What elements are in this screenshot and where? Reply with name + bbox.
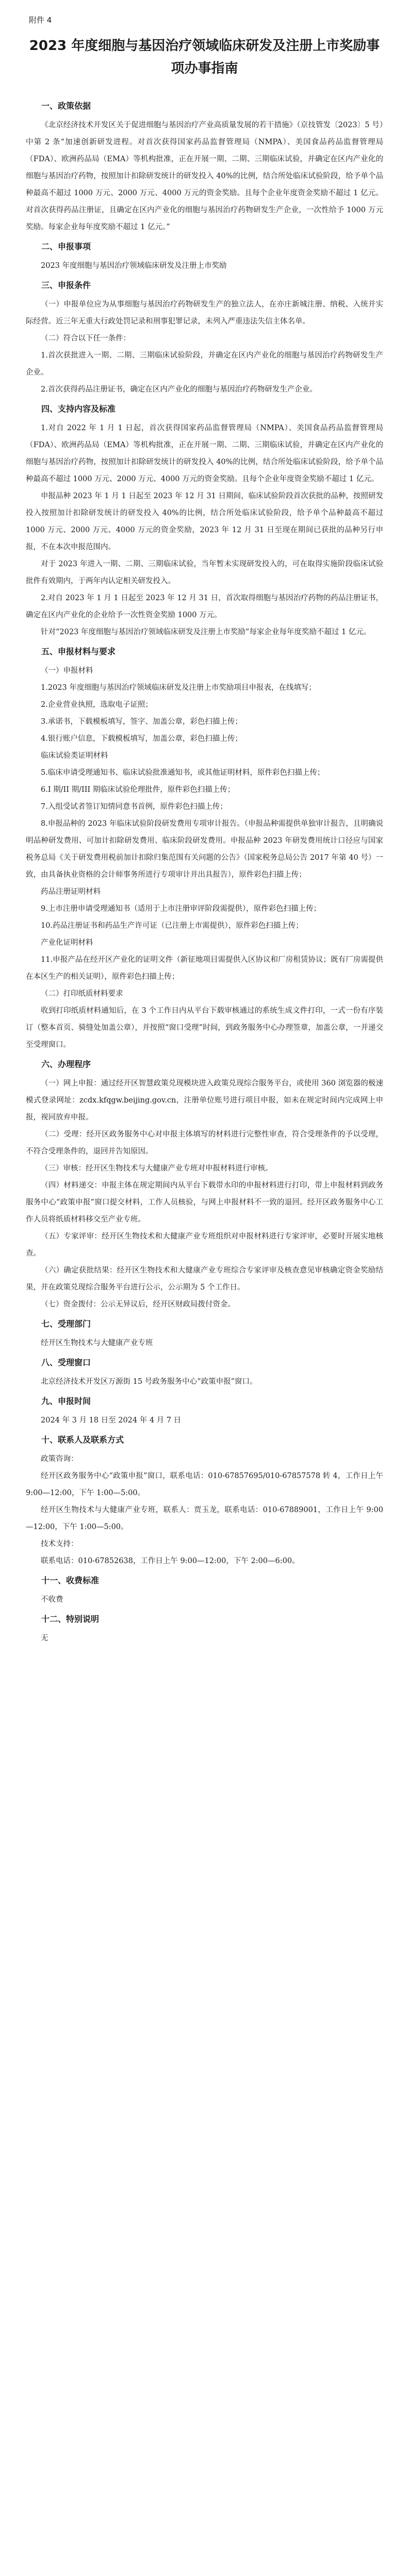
section-paragraph: （四）材料递交：申报主体在规定期间内从平台下载带水印的申报材料进行打印，带上申报材料到政务服务中心“政策申报”窗口提交材料，工作人员核验，与网上申报材料不一致的退回。经开区政务服务中心工作人员将纸质材料移交至产业专班。 [26,1181,383,1224]
section-11 [26,1573,383,1608]
section-paragraph: 7.入组受试者签订知情同意书首例，原件彩色扫描上传； [41,803,227,811]
section-heading: 六、办理程序 [41,1059,91,1069]
section-paragraph: 4.银行账户信息，下载模板填写，加盖公章，彩色扫描上传； [41,735,242,743]
section-paragraph: 2023 年度细胞与基因治疗领域临床研发及注册上市奖励 [41,262,227,270]
section-paragraph: 技术支持： [41,1540,78,1548]
section-paragraph: （五）专家评审：经开区生物技术和大健康产业专班组织对申报材料进行专家评审，必要时开展实地核查。 [26,1232,383,1258]
section-paragraph: （二）受理：经开区政务服务中心对申报主体填写的材料进行完整性审查，符合受理条件的予以受理，不符合受理条件的，退回并告知原因。 [26,1130,383,1156]
section-paragraph: 政策咨询： [41,1455,78,1463]
section-2 [26,239,383,275]
section-heading: 九、申报时间 [41,1396,91,1406]
section-heading: 十、联系人及联系方式 [41,1435,124,1445]
section-paragraph: 5.临床申请受理通知书、临床试验批准通知书，或其他证明材料，原件彩色扫描上传； [41,769,325,777]
section-paragraph: （一）申报材料 [41,667,93,675]
section-10 [26,1432,383,1570]
section-paragraph: （三）审核：经开区生物技术与大健康产业专班对申报材料进行审核。 [41,1164,273,1173]
section-paragraph: 经开区生物技术与大健康产业专班 [41,1339,153,1347]
section-paragraph: （二）打印纸质材料要求 [41,990,123,998]
section-12 [26,1612,383,1647]
section-paragraph: 1.2023 年度细胞与基因治疗领域临床研发及注册上市奖励项目申报表，在线填写； [41,684,316,692]
section-paragraph: （六）确定获批结果：经开区生物技术和大健康产业专班综合专家评审及核查意见审核确定资金奖励结果，并在政策兑现综合服务平台进行公示，公示期为 5 个工作日。 [26,1266,383,1292]
section-paragraph: 10.药品注册证书和药品生产许可证（已注册上市需提供），原件彩色扫描上传； [41,922,303,930]
section-paragraph: 产业化证明材料 [41,939,93,947]
section-paragraph: 6.I 期/II 期/III 期临床试验伦理批件，原件彩色扫描上传； [41,786,235,794]
section-3 [26,278,383,398]
section-paragraph: 3.承诺书，下载模板填写，签字、加盖公章，彩色扫描上传； [41,718,242,726]
section-heading: 四、支持内容及标准 [41,404,116,414]
section-paragraph: 2.首次获得药品注册证书，确定在区内产业化的细胞与基因治疗药物研发生产企业。 [41,385,317,394]
section-paragraph: 联系电话：010-67852638，工作日上午 9:00—12:00，下午 2:00—6:00。 [41,1557,300,1565]
section-8 [26,1355,383,1391]
section-1 [26,98,383,236]
section-heading: 十二、特别说明 [41,1614,100,1624]
section-paragraph: （七）资金拨付：公示无异议后，经开区财政局拨付资金。 [41,1300,235,1309]
section-paragraph: 申报品种 2023 年 1 月 1 日起至 2023 年 12 月 31 日期间，临床试验阶段首次获批的品种，按照研发投入按照加计扣除研发统计的研发投入 40%的比例，结合所处临床试验阶段，给予单个品种最高不超过 1000 万元、2000 万元、4000 万元的资金奖励，2023 年 12 月 31 日至现在期间已获批的品种另行申报，不在本次申报范围内。 [26,492,383,551]
section-heading: 十一、收费标准 [41,1575,100,1585]
section-paragraph: 无 [41,1634,48,1642]
section-paragraph: 经开区生物技术与大健康产业专班，联系人：贾玉龙，联系电话：010-67889001，工作日上午 9:00—12:00，下午 1:00—5:00。 [26,1506,383,1531]
section-heading: 一、政策依据 [41,101,91,111]
section-paragraph: 收到打印纸质材料通知后，在 3 个工作日内从平台下载审核通过的系统生成文件打印，一式一份有序装订（整本首页、骑缝处加盖公章），并按照“窗口受理”时间，到政务服务中心办理签章，加盖公章，一并递交至受理窗口。 [26,1007,383,1049]
section-paragraph: 8.申报品种的 2023 年临床试验阶段研发费用专项审计报告。（申报品种需提供单独审计报告，且明确说明品种研发费用、可加计扣除研发费用、临床阶段研发费用。申报品种 2023 年研发费用统计口径应与国家税务总局《关于研发费用税前加计扣除归集范围有关问题的公告》（国家税务总局公告 2017 年第 40 号）一致，由具备执业资格的会计师事务所进行专项审计并出具报告），原件彩色扫描上传； [26,820,383,879]
section-paragraph: 药品注册证明材料 [41,888,101,896]
section-4 [26,401,383,641]
section-heading: 三、申报条件 [41,280,91,290]
section-paragraph: 经开区政务服务中心“政策申报”窗口，联系电话：010-67857695/010-67857578 转 4，工作日上午 9:00—12:00，下午 1:00—5:00。 [26,1472,383,1497]
section-paragraph: 北京经济技术开发区万源街 15 号政务服务中心“政策申报”窗口。 [41,1378,257,1386]
document-title: 2023 年度细胞与基因治疗领域临床研发及注册上市奖励事项办事指南 [29,38,380,76]
section-7 [26,1316,383,1352]
section-paragraph: 不收费 [41,1596,63,1604]
section-paragraph: 1.对自 2022 年 1 月 1 日起，首次获得国家药品监督管理局（NMPA）、美国食品药品监督管理局（FDA）、欧洲药品局（EMA）等机构批准，正在开展一期、二期、三期临床试验，并确定在区内产业化的细胞与基因治疗药物，按照加计扣除研发统计的研发投入 40%的比例，结合所处临床试验阶段，给予单个品种最高不超过 1000 万元、2000 万元、4000 万元的资金奖励。且每个企业年度资金奖励不超过 1 亿元。 [26,424,383,483]
section-paragraph: 针对“2023 年度细胞与基因治疗领域临床研发及注册上市奖励”每家企业每年度奖励不超过 1 亿元。 [41,628,371,636]
section-5 [26,644,383,1054]
section-paragraph: 1.首次获批进入一期、二期、三期临床试验阶段，并确定在区内产业化的细胞与基因治疗药物研发生产企业。 [26,351,383,377]
section-paragraph: 临床试验类证明材料 [41,752,108,760]
section-paragraph: （一）网上申报：通过经开区智慧政策兑现模块进入政策兑现综合服务平台，或使用 360 浏览器的极速模式登录网址：zcdx.kfqgw.beijing.gov.cn，注册单位账号进行项目申报，如未在规定时间内完成网上申报，视同放弃申报。 [26,1079,383,1122]
section-paragraph: 11.申报产品在经开区产业化的证明文件（新征地项目需提供入区协议和厂房租赁协议；既有厂房需提供在本区生产的相关证明），原件彩色扫描上传； [26,956,383,981]
section-paragraph: （一）申报单位应为从事细胞与基因治疗药物研发生产的独立法人，在亦庄新城注册、纳税、入统并实际经营。近三年无重大行政处罚记录和刑事犯罪记录，未列入严重违法失信主体名单。 [26,300,383,326]
section-6 [26,1057,383,1313]
section-heading: 七、受理部门 [41,1319,91,1329]
section-heading: 二、申报事项 [41,242,91,251]
section-paragraph: （二）符合以下任一条件： [41,334,130,343]
document-body [26,98,383,1647]
section-paragraph: 对于 2023 年进入一期、二期、三期临床试验，当年暂未实现研发投入的，可在取得实施阶段临床试验批件有效期内，于两年内认定相关研发投入。 [26,560,383,585]
section-paragraph: 9.上市注册申请受理通知书（适用于上市注册审评阶段需提供），原件彩色扫描上传； [41,905,321,913]
section-paragraph: 2024 年 3 月 18 日至 2024 年 4 月 7 日 [41,1416,182,1425]
section-9 [26,1394,383,1429]
section-heading: 五、申报材料与要求 [41,647,116,656]
annex-label: 附件 4 [29,15,52,25]
section-paragraph: 2.企业营业执照，选取电子证照； [41,701,153,709]
section-paragraph: 《北京经济技术开发区关于促进细胞与基因治疗产业高质量发展的若干措施》（京技管发〔2023〕5 号）中第 2 条“加速创新研发进程。对首次获得国家药品监督管理局（NMPA）、美国食品药品监督管理局（FDA）、欧洲药品局（EMA）等机构批准，正在开展一期、二期、三期临床试验，并确定在区内产业化的细胞与基因治疗药物，按照加计扣除研发统计的研发投入 40%的比例，结合所处临床试验阶段，给予单个品种最高不超过 1000 万元、2000 万元、4000 万元的资金奖励。且每个企业年度资金奖励不超过 1 亿元。对首次获得药品注册证，且确定在区内产业化的细胞与基因治疗药物研发生产企业，一次性给予 1000 万元奖励。每家企业每年度奖励不超过 1 亿元。” [26,121,383,231]
section-paragraph: 2.对自 2023 年 1 月 1 日起至 2023 年 12 月 31 日，首次取得细胞与基因治疗药物的药品注册证书，确定在区内产业化的企业给予一次性资金奖励 1000 万元。 [26,594,383,619]
section-heading: 八、受理窗口 [41,1358,91,1367]
